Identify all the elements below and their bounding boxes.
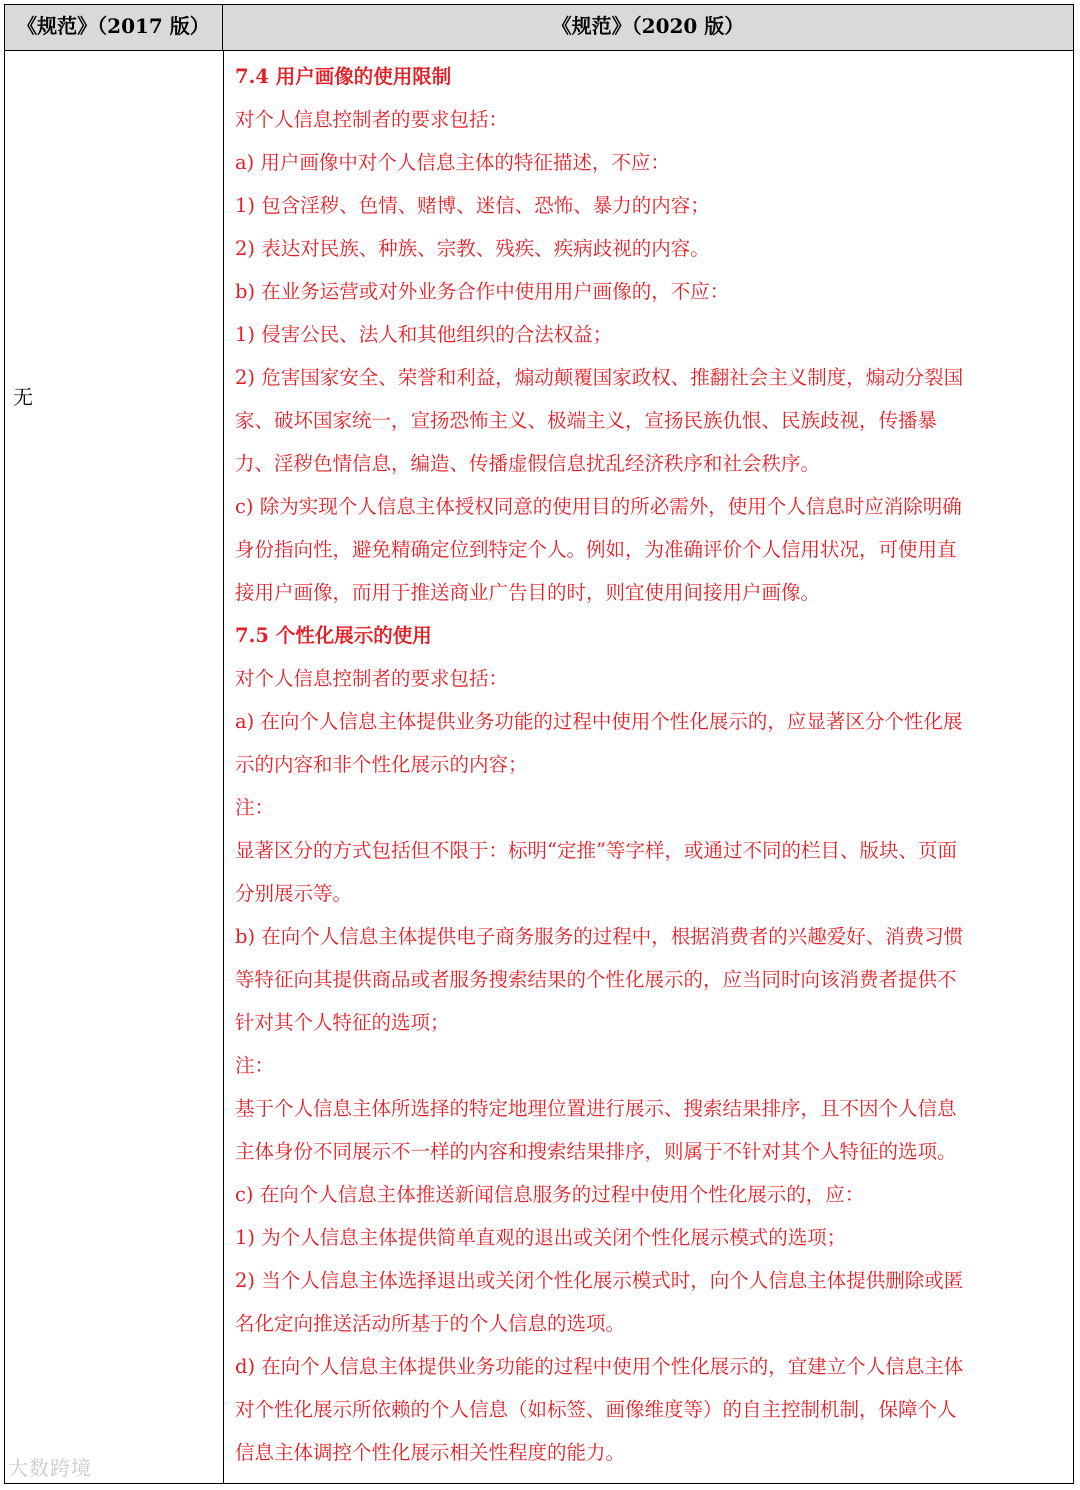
text-line: 2) 表达对民族、种族、宗教、残疾、疾病歧视的内容。 [235, 237, 710, 260]
text-line: 信息主体调控个性化展示相关性程度的能力。 [235, 1441, 626, 1464]
header-2020: 《规范》（2020 版） [223, 5, 1073, 51]
text-line: 身份指向性，避免精确定位到特定个人。例如，为准确评价个人信用状况，可使用直 [235, 538, 957, 561]
text-line: 名化定向推送活动所基于的个人信息的选项。 [235, 1312, 626, 1335]
text-line: 家、破坏国家统一，宣扬恐怖主义、极端主义，宣扬民族仇恨、民族歧视，传播暴 [235, 409, 938, 432]
text-line: 基于个人信息主体所选择的特定地理位置进行展示、搜索结果排序，且不因个人信息 [235, 1097, 957, 1120]
watermark: 大数跨境 [8, 1456, 92, 1480]
cell-2020-content [235, 55, 1065, 1474]
text-line: 1) 侵害公民、法人和其他组织的合法权益； [235, 323, 613, 346]
text-line: 2) 当个人信息主体选择退出或关闭个性化展示模式时，向个人信息主体提供删除或匿 [235, 1269, 964, 1292]
section-heading: 7.4 用户画像的使用限制 [235, 65, 452, 88]
cell-2017-content: 无 [13, 385, 33, 409]
text-line: b) 在向个人信息主体提供电子商务服务的过程中，根据消费者的兴趣爱好、消费习惯 [235, 925, 964, 948]
text-line: 等特征向其提供商品或者服务搜索结果的个性化展示的，应当同时向该消费者提供不 [235, 968, 957, 991]
comparison-table [4, 4, 1074, 1484]
text-line: a) 在向个人信息主体提供业务功能的过程中使用个性化展示的，应显著区分个性化展 [235, 710, 963, 733]
text-line: 对个人信息控制者的要求包括： [235, 667, 509, 690]
text-line: 注： [235, 796, 275, 819]
text-line: 1) 包含淫秽、色情、赌博、迷信、恐怖、暴力的内容； [235, 194, 710, 217]
text-line: 对个性化展示所依赖的个人信息（如标签、画像维度等）的自主控制机制，保障个人 [235, 1398, 957, 1421]
text-line: c) 除为实现个人信息主体授权同意的使用目的所必需外，使用个人信息时应消除明确 [235, 495, 962, 518]
text-line: 2) 危害国家安全、荣誉和利益，煽动颠覆国家政权、推翻社会主义制度，煽动分裂国 [235, 366, 964, 389]
text-line: 对个人信息控制者的要求包括： [235, 108, 509, 131]
text-line: 分别展示等。 [235, 882, 353, 905]
text-line: b) 在业务运营或对外业务合作中使用用户画像的，不应： [235, 280, 730, 303]
text-line: 主体身份不同展示不一样的内容和搜索结果排序，则属于不针对其个人特征的选项。 [235, 1140, 957, 1163]
text-line: 接用户画像，而用于推送商业广告目的时，则宜使用间接用户画像。 [235, 581, 821, 604]
text-line: 注： [235, 1054, 275, 1077]
section-heading: 7.5 个性化展示的使用 [235, 624, 432, 647]
text-line: d) 在向个人信息主体提供业务功能的过程中使用个性化展示的，宜建立个人信息主体 [235, 1355, 964, 1378]
text-line: a) 用户画像中对个人信息主体的特征描述，不应： [235, 151, 670, 174]
text-line: 力、淫秽色情信息，编造、传播虚假信息扰乱经济秩序和社会秩序。 [235, 452, 821, 475]
column-divider [223, 51, 224, 1483]
text-line: 显著区分的方式包括但不限于：标明“定推”等字样，或通过不同的栏目、版块、页面 [235, 839, 957, 862]
header-2017: 《规范》（2017 版） [5, 5, 223, 51]
text-line: c) 在向个人信息主体推送新闻信息服务的过程中使用个性化展示的，应： [235, 1183, 865, 1206]
text-line: 针对其个人特征的选项； [235, 1011, 450, 1034]
text-line: 1) 为个人信息主体提供简单直观的退出或关闭个性化展示模式的选项； [235, 1226, 847, 1249]
text-line: 示的内容和非个性化展示的内容； [235, 753, 528, 776]
